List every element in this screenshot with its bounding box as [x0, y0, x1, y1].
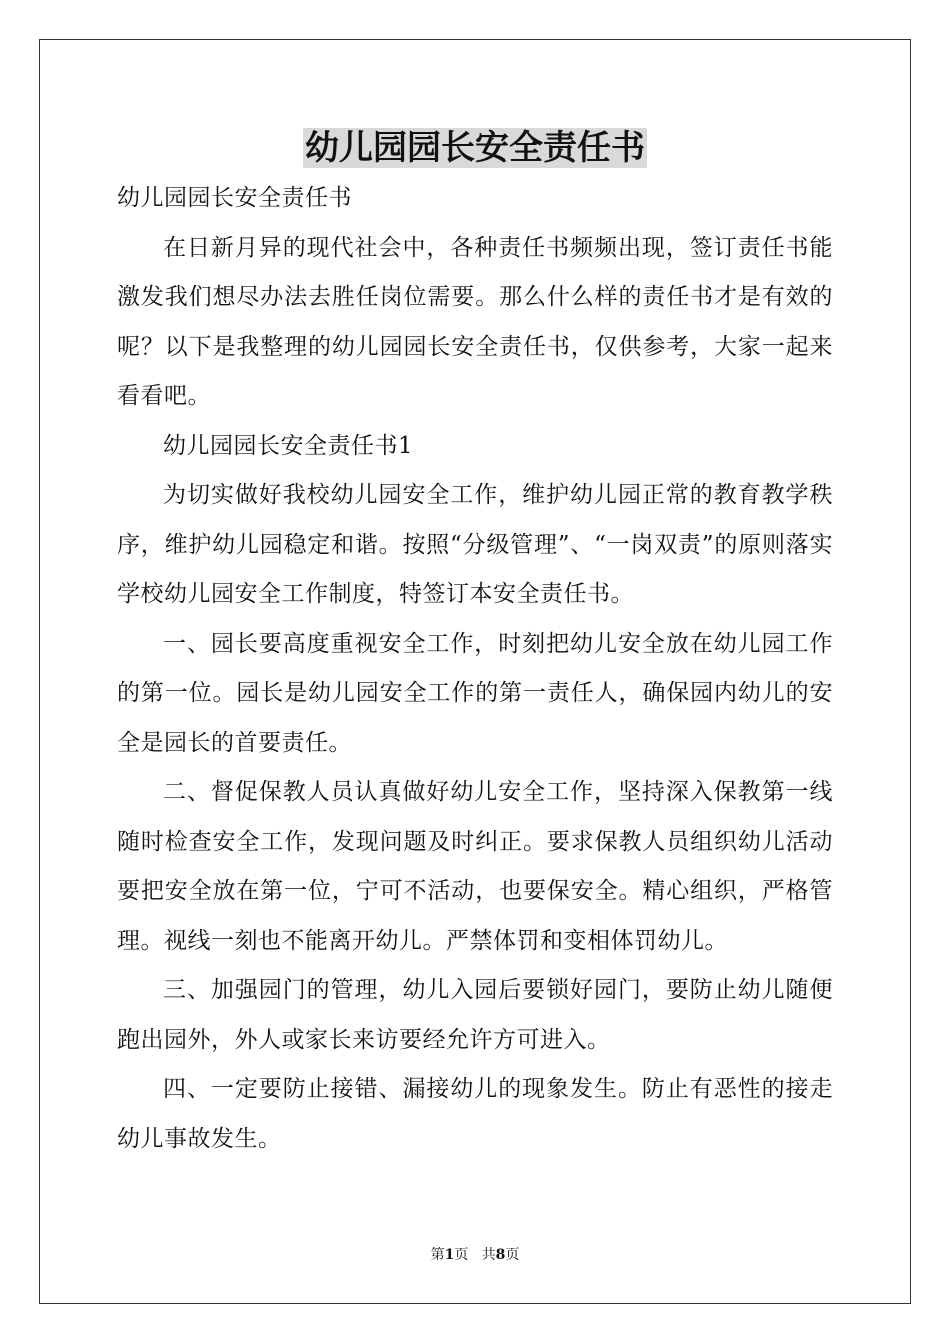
page-number: 1 — [444, 1247, 455, 1263]
document-title-text: 幼儿园园长安全责任书 — [305, 128, 645, 168]
total-suffix: 页 — [505, 1247, 520, 1263]
paragraph-intro: 在日新月异的现代社会中，各种责任书频频出现，签订责任书能激发我们想尽办法去胜任岗位需要。那么什么样的责任书才是有效的呢？以下是我整理的幼儿园园长安全责任书，仅供参考，大家一起来看看吧。 — [117, 234, 833, 409]
paragraph-preamble: 为切实做好我校幼儿园安全工作，维护幼儿园正常的教育教学秩序，维护幼儿园稳定和谐。按照“分级管理”、“一岗双责”的原则落实学校幼儿园安全工作制度，特签订本安全责任书。 — [117, 482, 833, 607]
page-prefix: 第 — [430, 1247, 445, 1263]
paragraph-subtitle: 幼儿园园长安全责任书 — [117, 185, 352, 211]
paragraph-item-2: 二、督促保教人员认真做好幼儿安全工作，坚持深入保教第一线随时检查安全工作，发现问题及时纠正。要求保教人员组织幼儿活动要把安全放在第一位，宁可不活动，也要保安全。精心组织，严格管理。视线一刻也不能离开幼儿。严禁体罚和变相体罚幼儿。 — [117, 779, 833, 954]
section-heading: 幼儿园园长安全责任书1 — [163, 432, 414, 459]
total-prefix: 共 — [481, 1247, 496, 1263]
paragraph-item-3: 三、加强园门的管理，幼儿入园后要锁好园门，要防止幼儿随便跑出园外，外人或家长来访要经允许方可进入。 — [117, 977, 833, 1053]
paragraph-item-4: 四、一定要防止接错、漏接幼儿的现象发生。防止有恶性的接走幼儿事故发生。 — [117, 1076, 833, 1152]
document-body — [117, 174, 833, 1164]
paragraph-item-1: 一、园长要高度重视安全工作，时刻把幼儿安全放在幼儿园工作的第一位。园长是幼儿园安全工作的第一责任人，确保园内幼儿的安全是园长的首要责任。 — [117, 630, 833, 756]
page-total: 8 — [495, 1247, 506, 1263]
page-footer — [0, 1245, 950, 1265]
document-title — [0, 122, 950, 174]
page-suffix: 页 — [454, 1247, 469, 1263]
